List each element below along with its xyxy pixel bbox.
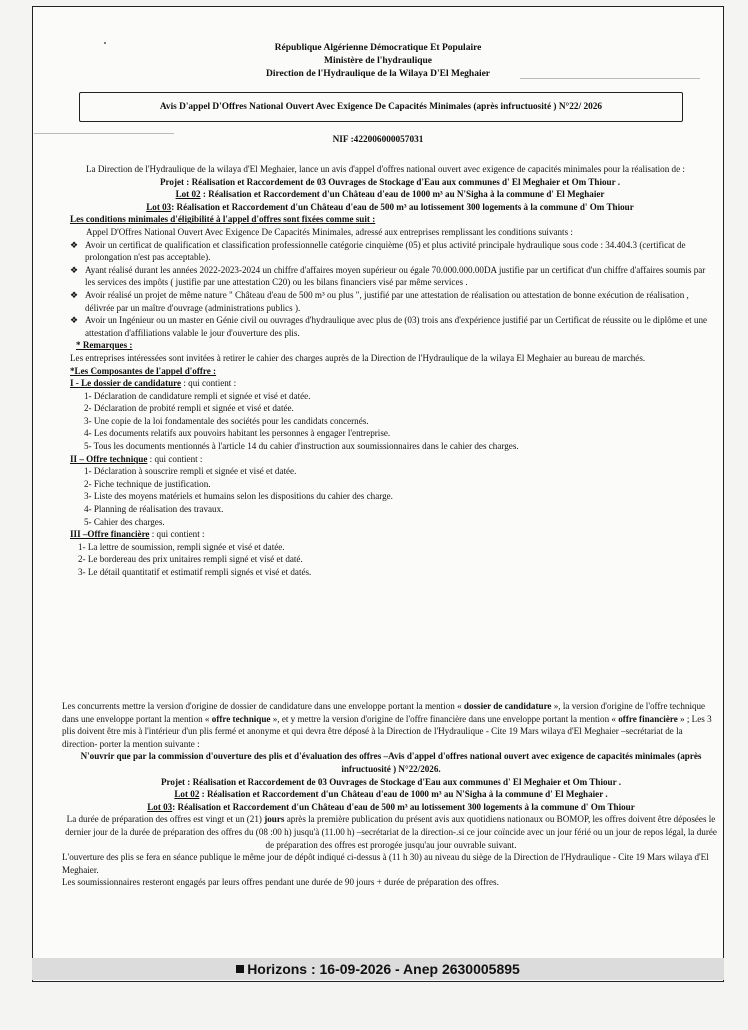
conditions-intro: Appel D'Offres National Ouvert Avec Exigence De Capacités Minimales, adressé aux entreprises remplissant les conditions suivants :	[86, 226, 573, 237]
technique-heading: II – Offre technique : qui contient :	[70, 453, 203, 464]
list-item: 5- Tous les documents mentionnés à l'article 14 du cahier d'instruction aux soumissionnaires dans le cahier des charges.	[84, 441, 519, 452]
conditions-title: Les conditions minimales d'éligibilité à l'appel d'offres sont fixées comme suit :	[70, 214, 376, 225]
list-item: 4- Planning de réalisation des travaux.	[84, 504, 224, 515]
dossier-heading: I - Le dossier de candidature : qui contient :	[70, 378, 237, 389]
diamond-bullet-icon: ❖	[70, 315, 79, 326]
list-item: 1- La lettre de soumission, rempli signée et visé et datée.	[78, 541, 285, 552]
ouverture-paragraph: L'ouverture des plis se fera en séance publique le même jour de dépôt indiqué ci-dessus à (11 h 30) au niveau du siège de la Direction de l'Hydraulique - Cite 19 Mars wilaya d'El Meghaier.	[62, 852, 709, 875]
header-direction: Direction de l'Hydraulique de la Wilaya D'El Meghaier	[265, 69, 491, 79]
lot02-line	[70, 188, 710, 201]
notice-body-lower	[62, 700, 720, 889]
envelope-paragraph: Les concurrents mettre la version d'origine de dossier de candidature dans une enveloppe portant la mention « dossier de candidature », la version d'origine de l'offre technique dans une enveloppe portant la mention « offre technique », et y mettre la version d'origine de l'offre financière dans une enveloppe portant la mention « offre financière » ; Les 3 plis doivent être mis à l'intérieur d'un plis fermé et anonyme et qui devra être déposé à la Direction de l'Hydraulique - Cite 19 Mars wilaya d'El Meghaier –secrétariat de la direction- porter la mention suivante :	[62, 701, 712, 749]
list-item: 3- Liste des moyens matériels et humains selon les dispositions du cahier des charge.	[84, 491, 393, 502]
diamond-bullet-icon: ❖	[70, 239, 79, 250]
project-line-2: Projet : Réalisation et Raccordement de 03 Ouvrages de Stockage d'Eau aux communes d' El Meghaier et Om Thiour .	[160, 776, 622, 787]
diamond-bullet-icon: ❖	[70, 264, 79, 275]
notice-title-box	[79, 92, 683, 122]
intro-paragraph: La Direction de l'Hydraulique de la wilaya d'El Meghaier, lance un avis d'appel d'offres national ouvert avec exigence de capacités minimales pour la réalisation de :	[86, 164, 685, 174]
square-bullet-icon	[236, 965, 244, 973]
list-item: 1- Déclaration à souscrire rempli et signée et visé et datée.	[84, 466, 297, 477]
list-item: 2- Déclaration de probité rempli et signée et visé et datée.	[84, 403, 294, 414]
lot03-text: : Réalisation et Raccordement d'un Château d'eau de 500 m³ au lotissement 300 logements à la commune d' Om Thiour	[171, 201, 634, 212]
financiere-heading: III –Offre financière : qui contient :	[70, 529, 205, 540]
header-republic: République Algérienne Démocratique Et Populaire	[274, 43, 482, 53]
composantes-title: *Les Composantes de l'appel d'offre :	[70, 365, 217, 376]
list-item: 2- Fiche technique de justification.	[84, 478, 211, 489]
nif-number: NIF :422006000057031	[332, 135, 424, 145]
project-line: Projet : Réalisation et Raccordement de 03 Ouvrages de Stockage d'Eau aux communes d' El Meghaier et Om Thiour .	[159, 176, 621, 187]
list-item: 2- Le bordereau des prix unitaires rempli signé et visé et daté.	[78, 554, 303, 565]
lot03-line-2: Lot 03: Réalisation et Raccordement d'un Château d'eau de 500 m³ au lotissement 300 logements à la commune d' Om Thiour	[147, 801, 635, 812]
header-block	[32, 42, 724, 81]
list-item: 3- Une copie de la loi fondamentale des sociétés pour les candidats concernés.	[84, 415, 369, 426]
duree-paragraph: La durée de préparation des offres est vingt et un (21) jours après la première publication du présent avis aux quotidiens nationaux ou BOMOP, les offres doivent être déposées le dernier jour de la durée de préparation des offres du (08 :00 h) jusqu'à (11.00 h) –secrétariat de la direction-.si ce jour coïncide avec un jour férié ou un jour de repos légal, la durée de préparation des offres est prorogée jusqu'au jour ouvrable suivant.	[65, 814, 717, 850]
condition-item: ❖ Ayant réalisé durant les années 2022-2023-2024 un chiffre d'affaires moyen supérieur ou égale 70.000.000.00DA justifie par un certificat d'un chiffre d'affaires soumis par les services des impôts ( justifie par une attestation C20) ou les bilans financiers visé par même services .	[70, 264, 706, 288]
scan-artifact	[34, 133, 174, 134]
list-item: 5- Cahier des charges.	[84, 516, 165, 527]
condition-item: ❖ Avoir un certificat de qualification et classification professionnelle catégorie cinquième (05) et plus activité principale hydraulique sous code : 34.404.3 (certificat de prolongation n'est pas acceptable).	[70, 239, 686, 263]
list-item: 3- Le détail quantitatif et estimatif rempli signés et visé et datés.	[78, 567, 312, 577]
engages-paragraph: Les soumissionnaires resteront engagés par leurs offres pendant une durée de 90 jours + durée de préparation des offres.	[62, 877, 499, 888]
nouvrir-mention: N'ouvrir que par la commission d'ouverture des plis et d'évaluation des offres –Avis d'appel d'offres national ouvert avec exigence de capacités minimales (après infructuosité ) N°22/2026.	[80, 751, 702, 774]
lot02-text: : Réalisation et Raccordement d'un Château d'eau de 1000 m³ au N'Sigha à la commune d' El Meghaier	[200, 189, 605, 200]
lot02-line-2: Lot 02 : Réalisation et Raccordement d'un Château d'eau de 1000 m³ au N'Sigha à la commune d' El Meghaier .	[174, 789, 608, 800]
lot03-label: Lot 03	[146, 201, 172, 212]
diamond-bullet-icon: ❖	[70, 289, 79, 300]
notice-body	[70, 163, 710, 579]
publication-footer	[32, 958, 724, 980]
list-item: 4- Les documents relatifs aux pouvoirs habitant les personnes à engager l'entreprise.	[84, 428, 391, 439]
notice-title: Avis D'appel D'Offres National Ouvert Avec Exigence De Capacités Minimales (après infructuosité ) N°22/ 2026	[159, 102, 603, 112]
footer-text: Horizons : 16-09-2026 - Anep 2630005895	[247, 961, 520, 977]
condition-item: ❖ Avoir un Ingénieur ou un master en Génie civil ou ouvrages d'hydraulique avec plus de (03) trois ans d'expérience justifié par un Certificat de réussite ou le diplôme et une attestation d'affiliations valable le jour d'ouverture des plis.	[70, 315, 708, 338]
lot02-label: Lot 02	[175, 189, 201, 200]
header-ministry: Ministère de l'hydraulique	[323, 56, 433, 66]
condition-item: ❖ Avoir réalisé un projet de même nature " Château d'eau de 500 m³ ou plus ", justifié par une attestation de réalisation ou attestation de bonne exécution de réalisation , délivrée par un maître d'ouvrage (administrations publics ).	[70, 289, 689, 313]
remarques-title: * Remarques :	[76, 340, 133, 351]
remarques-text: Les entreprises intéressées sont invitées à retirer le cahier des charges auprès de la Direction de l'Hydraulique de la wilaya El Meghaier au bureau de marchés.	[70, 352, 646, 363]
lot03-line	[70, 201, 710, 214]
list-item: 1- Déclaration de candidature rempli et signée et visé et datée.	[84, 390, 311, 401]
